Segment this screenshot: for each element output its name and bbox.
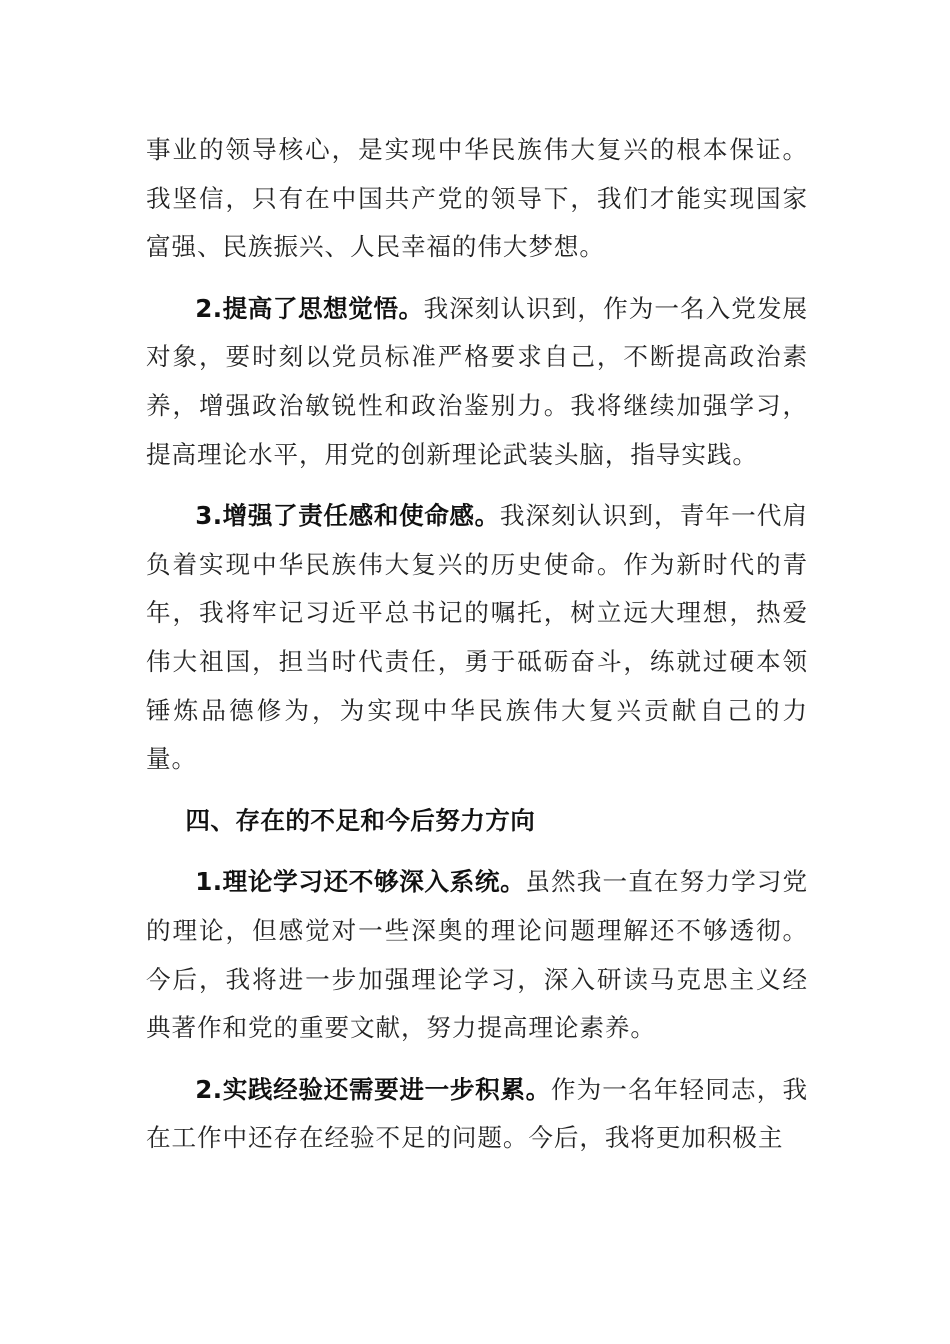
paragraph-lead: 1.理论学习还不够深入系统。 [195,867,526,897]
paragraph-shortcoming-1 [146,858,808,1052]
document-body [146,126,808,1176]
paragraph-shortcoming-2 [146,1066,808,1163]
paragraph-point-3 [146,492,808,784]
paragraph-lead: 2.实践经验还需要进一步积累。 [195,1074,551,1104]
paragraph-point-2 [146,285,808,479]
paragraph-text: 作为一名年轻同志，我在工作中还存在经验不足的问题。今后，我将更加积极主 [146,1074,808,1153]
paragraph-continuation [146,126,808,272]
paragraph-lead: 3.增强了责任感和使命感。 [195,501,500,531]
paragraph-text: 事业的领导核心，是实现中华民族伟大复兴的根本保证。我坚信，只有在中国共产党的领导下，我们才能实现国家富强、民族振兴、人民幸福的伟大梦想。 [146,135,808,262]
paragraph-text: 我深刻认识到，青年一代肩负着实现中华民族伟大复兴的历史使命。作为新时代的青年，我将牢记习近平总书记的嘱托，树立远大理想，热爱伟大祖国，担当时代责任，勇于砥砺奋斗，练就过硬本领锤炼品德修为，为实现中华民族伟大复兴贡献自己的力量。 [146,501,808,774]
paragraph-lead: 2.提高了思想觉悟。 [195,293,424,323]
paragraph-text: 我深刻认识到，作为一名入党发展对象，要时刻以党员标准严格要求自己，不断提高政治素养，增强政治敏锐性和政治鉴别力。我将继续加强学习，提高理论水平，用党的创新理论武装头脑，指导实践。 [146,293,808,469]
section-heading: 四、存在的不足和今后努力方向 [185,805,536,835]
paragraph-text: 虽然我一直在努力学习党的理论，但感觉对一些深奥的理论问题理解还不够透彻。今后，我将进一步加强理论学习，深入研读马克思主义经典著作和党的重要文献，努力提高理论素养。 [146,867,808,1043]
